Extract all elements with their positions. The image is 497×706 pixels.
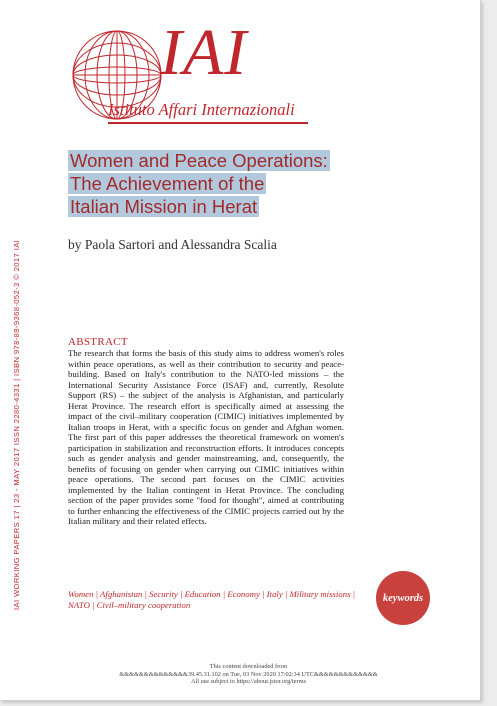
title-line-1: Women and Peace Operations: [70,150,328,171]
paper-title [68,149,368,218]
footer-line-2: &&&&&&&&&&&&&&39.45.31.102 on Tue, 03 Nov 2020 17:02:34 UTC&&&&&&&&&&&&& [119,670,378,678]
logo-letters: IAI [160,16,248,89]
logo-institute-name: Istituto Affari Internazionali [108,100,295,119]
jstor-footer [0,663,481,686]
abstract-heading: ABSTRACT [68,336,128,348]
footer-line-1: This content downloaded from [209,663,288,670]
title-line-2: The Achievement of the [70,173,265,194]
keywords-badge-label: keywords [382,592,424,604]
keywords-list: Women | Afghanistan | Security | Education | Economy | Italy | Military missions | NATO | Civil–military cooperation [68,589,356,610]
abstract-body: The research that forms the basis of this study aims to address women's roles within peace operations, as well as their contribution to security and peace-building. Based on Italy's contribution to the NATO-led missions – the International Security Assistance Force (ISAF) and, currently, Resolute Support (RS) – the subject of the analysis is Afghanistan, and particularly Herat Province. The research effort is specifically aimed at assessing the impact of the civil–military cooperation (CIMIC) initiatives implemented by Italian troops in Herat, with a specific focus on gender and Afghan women. The first part of this paper addresses the theoretical framework on women's participation in stabilization and reconstruction efforts. It introduces concepts such as gender analysis and gender mainstreaming, and, consequently, the benefits of focusing on gender when carrying out CIMIC initiatives within peace operations. The second part focuses on the CIMIC activities implemented by the Italian contingent in Herat Province. The concluding section of the paper provides some "food for thought", aimed at contributing to further enhancing the effectiveness of the CIMIC projects carried out by the Italian military and their related effects. [68,348,344,526]
title-line-3: Italian Mission in Herat [70,196,258,217]
iai-logo [68,16,308,122]
footer-line-3: All use subject to https://about.jstor.org/terms [191,678,306,686]
keywords-badge [376,571,430,625]
series-issn-sidebar: IAI WORKING PAPERS 17 | 23 - MAY 2017 ISSN 2280-4331 | ISBN 978-88-9368-052-3 © 2017 IAI [12,239,21,610]
logo-divider [108,122,308,124]
authors-line: by Paola Sartori and Alessandra Scalia [68,237,277,252]
